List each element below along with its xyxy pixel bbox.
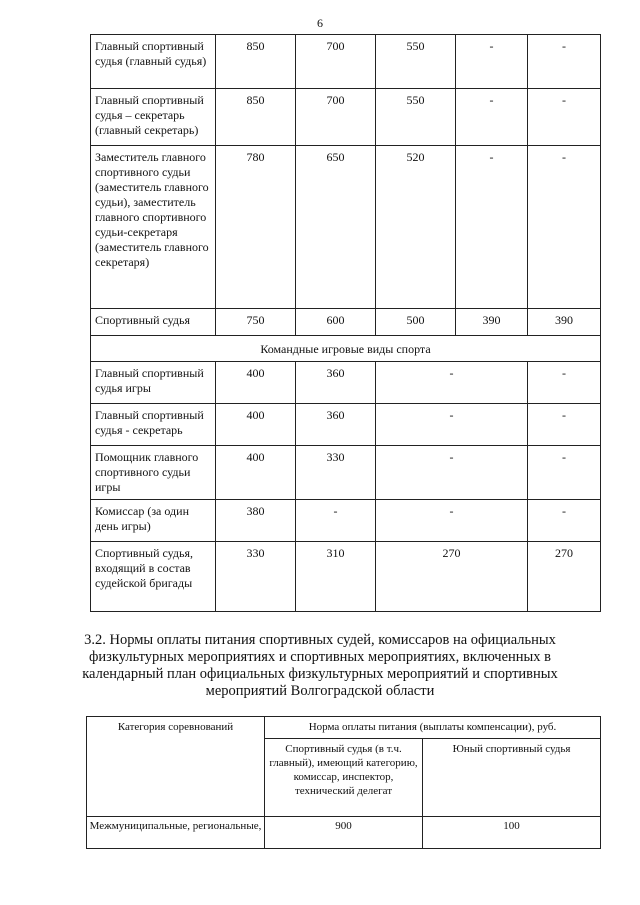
cell-value: - (456, 89, 528, 146)
cell-value: 550 (376, 89, 456, 146)
cell-value: - (528, 146, 601, 309)
table-row (91, 500, 601, 542)
cell-value: 100 (423, 817, 601, 849)
row-category: Спортивный судья, входящий в состав судейской бригады (91, 542, 216, 612)
cell-value: - (296, 500, 376, 542)
row-category: Главный спортивный судья игры (91, 362, 216, 404)
column-header-category: Категория соревнований (87, 717, 265, 817)
cell-value: - (376, 446, 528, 500)
table-row (91, 446, 601, 500)
section-row (91, 336, 601, 362)
row-category: Спортивный судья (91, 309, 216, 336)
table-row (91, 542, 601, 612)
cell-value: - (528, 35, 601, 89)
table-row (91, 404, 601, 446)
table-row (91, 146, 601, 309)
cell-value: 270 (376, 542, 528, 612)
cell-value: - (528, 89, 601, 146)
cell-value: - (376, 500, 528, 542)
referee-payment-table (90, 34, 601, 612)
table-row (91, 362, 601, 404)
cell-value: 400 (216, 404, 296, 446)
cell-value: 500 (376, 309, 456, 336)
row-category: Помощник главного спортивного судьи игры (91, 446, 216, 500)
column-header-young-referee: Юный спортивный судья (423, 739, 601, 817)
column-header-referee: Спортивный судья (в т.ч. главный), имеющий категорию, комиссар, инспектор, технический делегат (265, 739, 423, 817)
table-header-row (87, 717, 601, 739)
cell-value: 900 (265, 817, 423, 849)
table-row (91, 35, 601, 89)
food-payment-table (86, 716, 601, 849)
cell-value: 850 (216, 89, 296, 146)
cell-value: 400 (216, 362, 296, 404)
section-title: Командные игровые виды спорта (91, 336, 601, 362)
cell-value: 330 (296, 446, 376, 500)
cell-value: - (376, 362, 528, 404)
cell-value: 700 (296, 89, 376, 146)
cell-value: 390 (456, 309, 528, 336)
row-category: Межмуниципальные, региональные, (87, 817, 265, 849)
cell-value: 270 (528, 542, 601, 612)
cell-value: 780 (216, 146, 296, 309)
cell-value: 520 (376, 146, 456, 309)
cell-value: 360 (296, 362, 376, 404)
cell-value: 390 (528, 309, 601, 336)
cell-value: 600 (296, 309, 376, 336)
cell-value: 380 (216, 500, 296, 542)
cell-value: 310 (296, 542, 376, 612)
row-category: Главный спортивный судья (главный судья) (91, 35, 216, 89)
cell-value: - (376, 404, 528, 446)
row-category: Заместитель главного спортивного судьи (заместитель главного судьи), заместитель главного спортивного судьи-секретаря (заместитель главного секретаря) (91, 146, 216, 309)
column-header-norm: Норма оплаты питания (выплаты компенсации), руб. (265, 717, 601, 739)
cell-value: 700 (296, 35, 376, 89)
cell-value: 750 (216, 309, 296, 336)
cell-value: - (528, 362, 601, 404)
cell-value: 650 (296, 146, 376, 309)
table-row (87, 817, 601, 849)
row-category: Комиссар (за один день игры) (91, 500, 216, 542)
section-heading: 3.2. Нормы оплаты питания спортивных судей, комиссаров на официальных физкультурных мероприятиях и спортивных мероприятиях, включенных в календарный план официальных физкультурных мероприятий и спортивных мероприятий Волгоградской области (82, 632, 558, 699)
cell-value: - (528, 404, 601, 446)
cell-value: - (528, 500, 601, 542)
page-number: 6 (317, 16, 323, 30)
cell-value: - (456, 35, 528, 89)
cell-value: 550 (376, 35, 456, 89)
table-row (91, 309, 601, 336)
row-category: Главный спортивный судья - секретарь (91, 404, 216, 446)
cell-value: 330 (216, 542, 296, 612)
cell-value: - (528, 446, 601, 500)
cell-value: 850 (216, 35, 296, 89)
table-row (91, 89, 601, 146)
cell-value: 360 (296, 404, 376, 446)
row-category: Главный спортивный судья – секретарь (главный секретарь) (91, 89, 216, 146)
cell-value: 400 (216, 446, 296, 500)
cell-value: - (456, 146, 528, 309)
